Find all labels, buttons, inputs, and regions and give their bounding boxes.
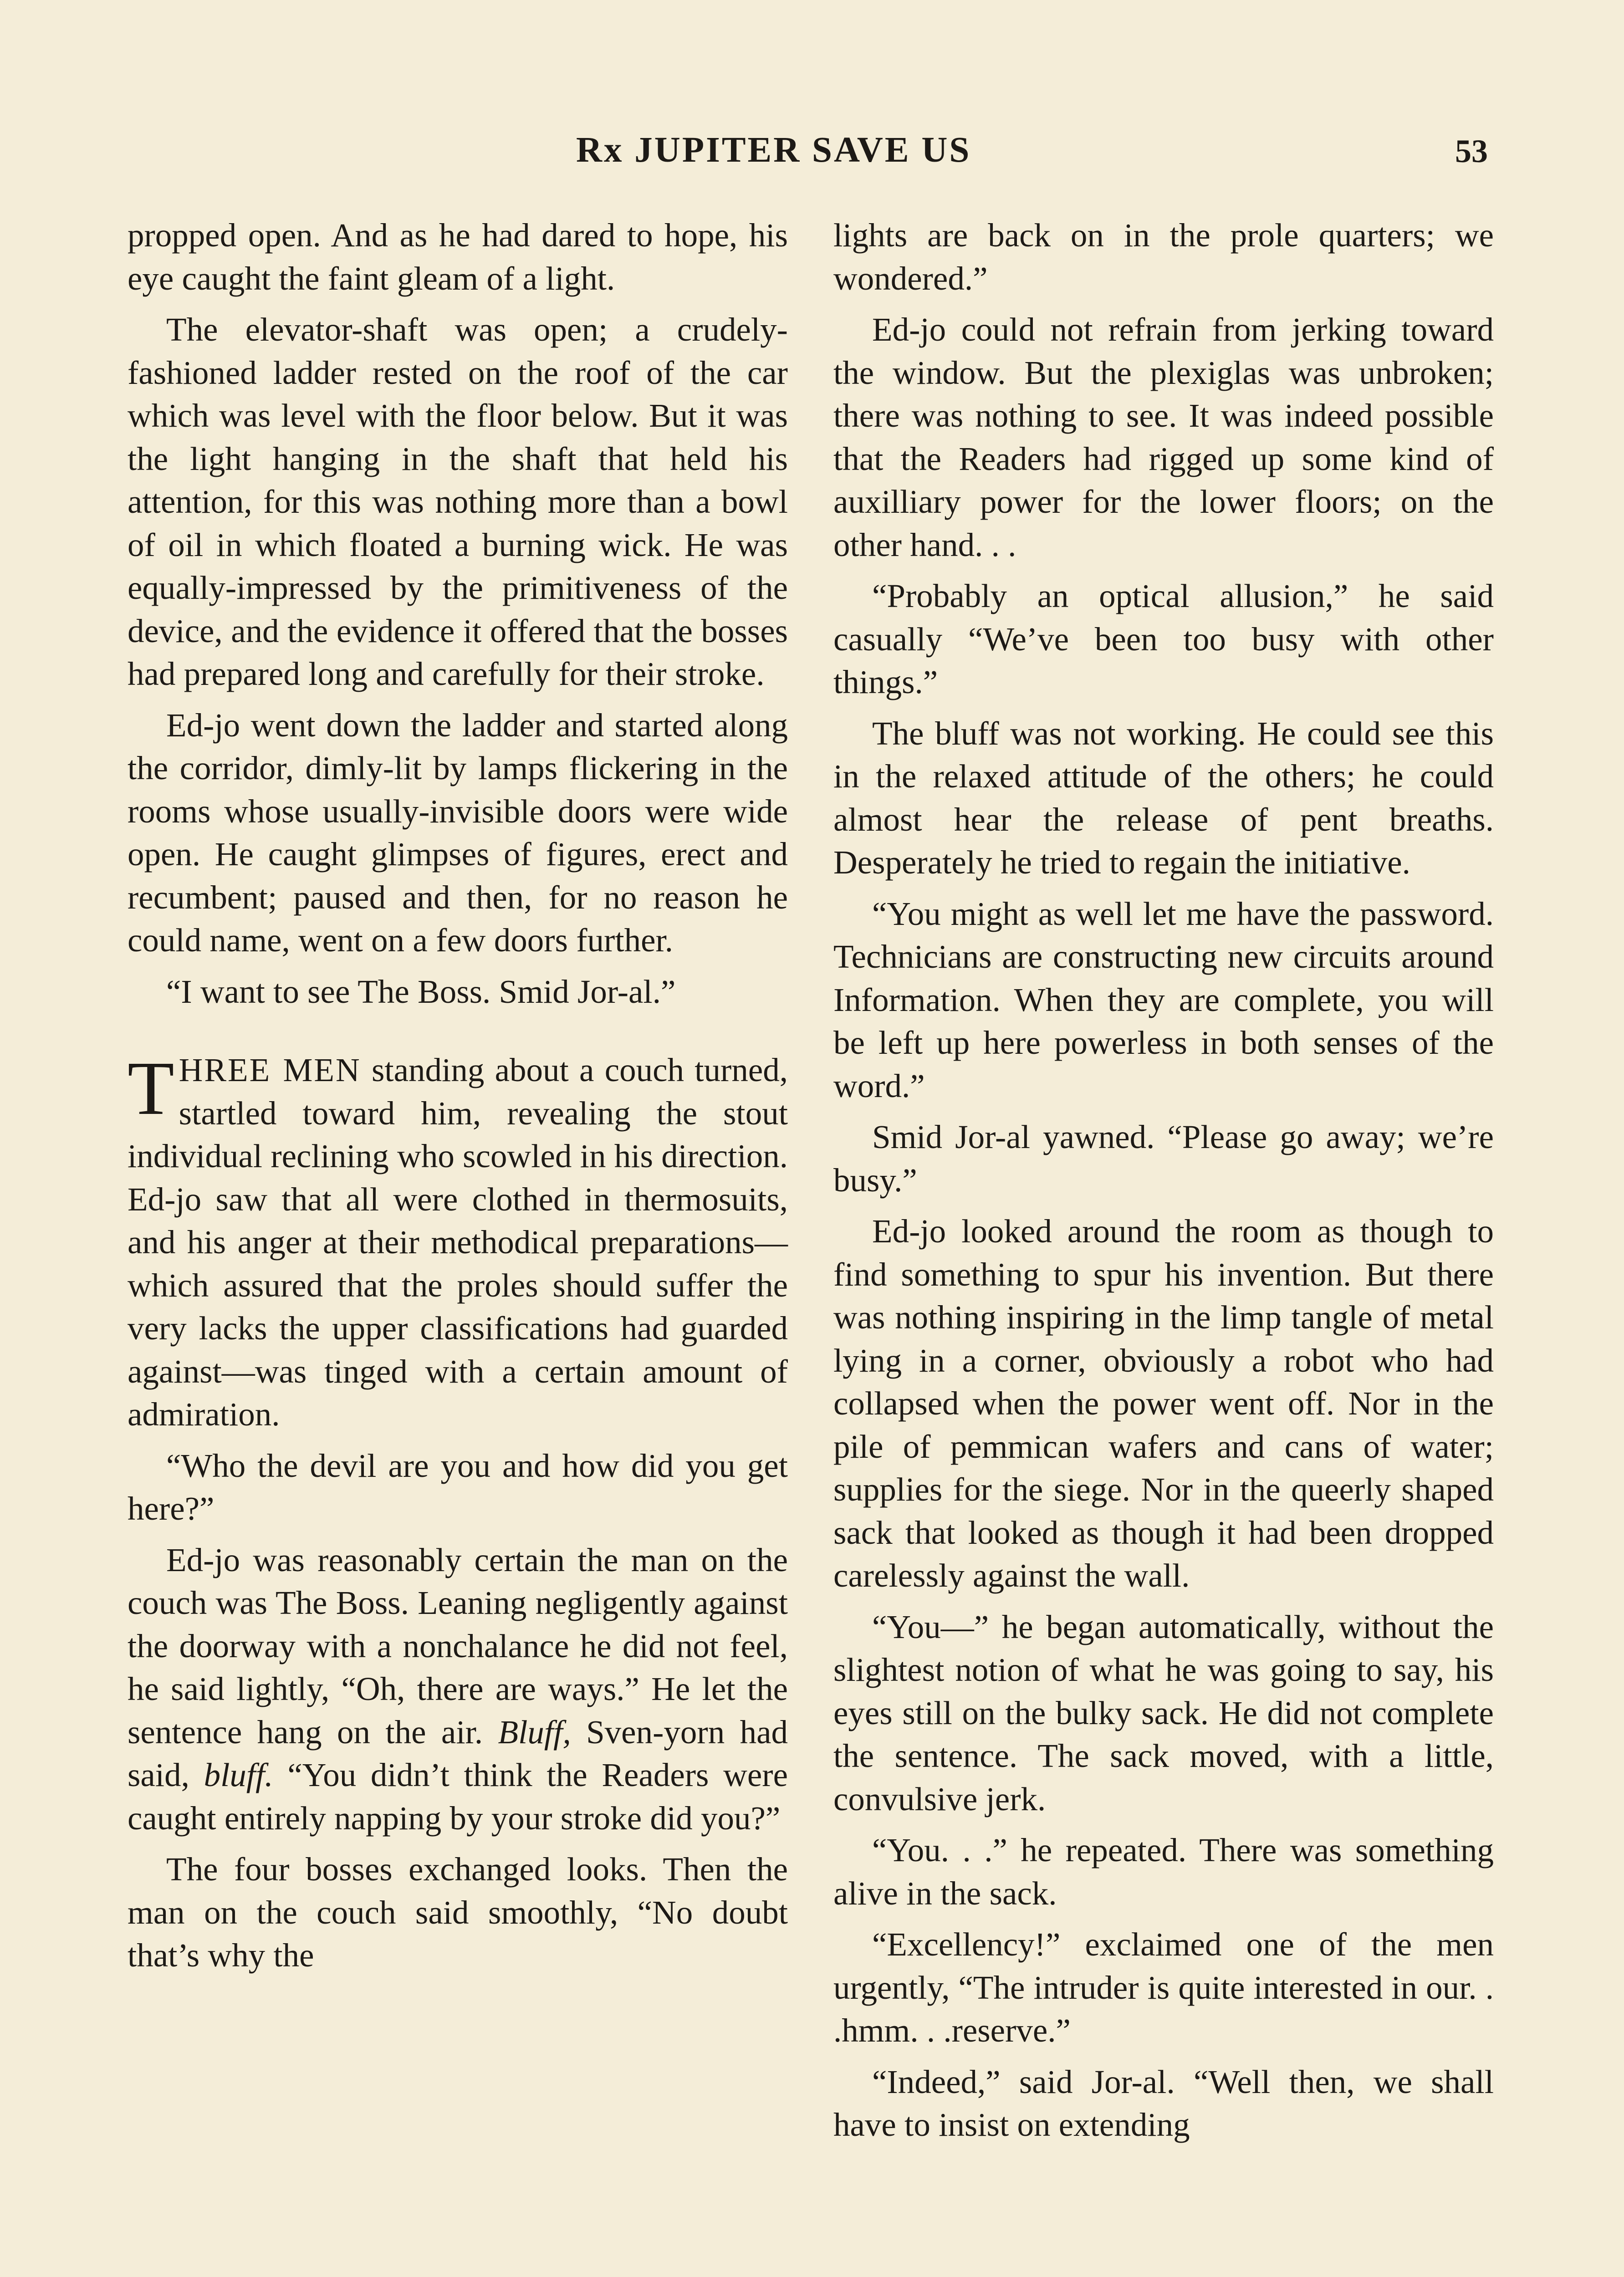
paragraph: The elevator-shaft was open; a crudely-fashioned ladder rested on the roof of the car which was level with the floor below. But it was the light hanging in the shaft that held his attention, for this was nothing more than a bowl of oil in which floated a burning wick. He was equally-impressed by the primitiveness of the device, and the evidence it offered that the bosses had prepared long and carefully for their stroke. — [128, 311, 788, 692]
paragraph: “You—” he began automatically, without the slightest notion of what he was going to say, his eyes still on the bulky sack. He did not complete the sentence. The sack moved, with a little, convulsive jerk. — [833, 1608, 1494, 1818]
right-column — [833, 214, 1494, 2155]
paragraph: Ed-jo went down the ladder and started along the corridor, dimly-lit by lamps flickering in the rooms whose usually-invisible doors were wide open. He caught glimpses of figures, erect and recumbent; paused and then, for no reason he could name, went on a few doors further. — [128, 706, 788, 959]
section-opening-paragraph — [128, 1046, 788, 1436]
paragraph: “Excellency!” exclaimed one of the men urgently, “The intruder is quite interested in our. . .hmm. . .reserve.” — [833, 1926, 1494, 2049]
paragraph: “Who the devil are you and how did you get here?” — [128, 1447, 788, 1527]
paragraph: “Probably an optical allusion,” he said casually “We’ve been too busy with other things.” — [833, 577, 1494, 700]
paragraph: Ed-jo looked around the room as though to find something to spur his invention. But there was nothing inspiring in the limp tangle of metal lying in a corner, obviously a robot who had collapsed when the power went off. Nor in the pile of pemmican wafers and cans of water; supplies for the siege. Nor in the queerly shaped sack that looked as though it had been dropped carelessly against the wall. — [833, 1213, 1494, 1594]
paragraph: Ed-jo could not refrain from jerking toward the window. But the plexiglas was unbroken; there was nothing to see. It was indeed possible that the Readers had rigged up some kind of auxilliary power for the lower floors; on the other hand. . . — [833, 311, 1494, 563]
left-column — [128, 214, 788, 1986]
paragraph: “You might as well let me have the password. Technicians are constructing new circuits around Information. When they are complete, you will be left up here powerless in both senses of the word.” — [833, 895, 1494, 1104]
paragraph: Smid Jor-al yawned. “Please go away; we’re busy.” — [833, 1118, 1494, 1199]
paragraph: The four bosses exchanged looks. Then the man on the couch said smoothly, “No doubt that’s why the — [128, 1851, 788, 1974]
paragraph: propped open. And as he had dared to hope, his eye caught the faint gleam of a light. — [128, 217, 788, 297]
paragraph: “Indeed,” said Jor-al. “Well then, we shall have to insist on extending — [833, 2063, 1494, 2143]
paragraph — [128, 1539, 788, 1840]
paragraph: lights are back on in the prole quarters; we wondered.” — [833, 217, 1494, 297]
paragraph-text: standing about a couch turned, startled toward him, revealing the stout individual reclining who scowled in his direction. Ed-jo saw that all were clothed in thermosuits, and his anger at their methodical preparations—which assured that the proles should suffer the very lacks the upper classifications had guarded against—was tinged with a certain amount of admiration. — [128, 1052, 788, 1433]
paragraph: “You. . .” he repeated. There was something alive in the sack. — [833, 1832, 1494, 1912]
page-header — [0, 130, 1624, 180]
drop-cap: T — [128, 1046, 174, 1131]
paragraph: “I want to see The Boss. Smid Jor-al.” — [166, 973, 676, 1010]
paragraph-text: Sven-yorn had said, — [128, 1713, 788, 1793]
paragraph-text: “You didn’t think the Readers were caught entirely napping by your stroke did you?” — [128, 1756, 788, 1837]
paragraph: The bluff was not working. He could see this in the relaxed attitude of the others; he could almost hear the release of pent breaths. Desperately he tried to regain the initiative. — [833, 715, 1494, 881]
paragraph-text: Ed-jo was reasonably certain the man on the couch was The Boss. Leaning negligently against the doorway with a nonchalance he did not feel, he said lightly, “Oh, there are ways.” He let the sentence hang on the air. — [128, 1541, 788, 1751]
small-caps-lead: HREE MEN — [179, 1052, 361, 1088]
italic-text: bluff. — [204, 1756, 273, 1793]
running-title: Rx JUPITER SAVE US — [576, 130, 971, 170]
page-number: 53 — [1455, 133, 1488, 169]
italic-text: Bluff, — [498, 1713, 571, 1751]
